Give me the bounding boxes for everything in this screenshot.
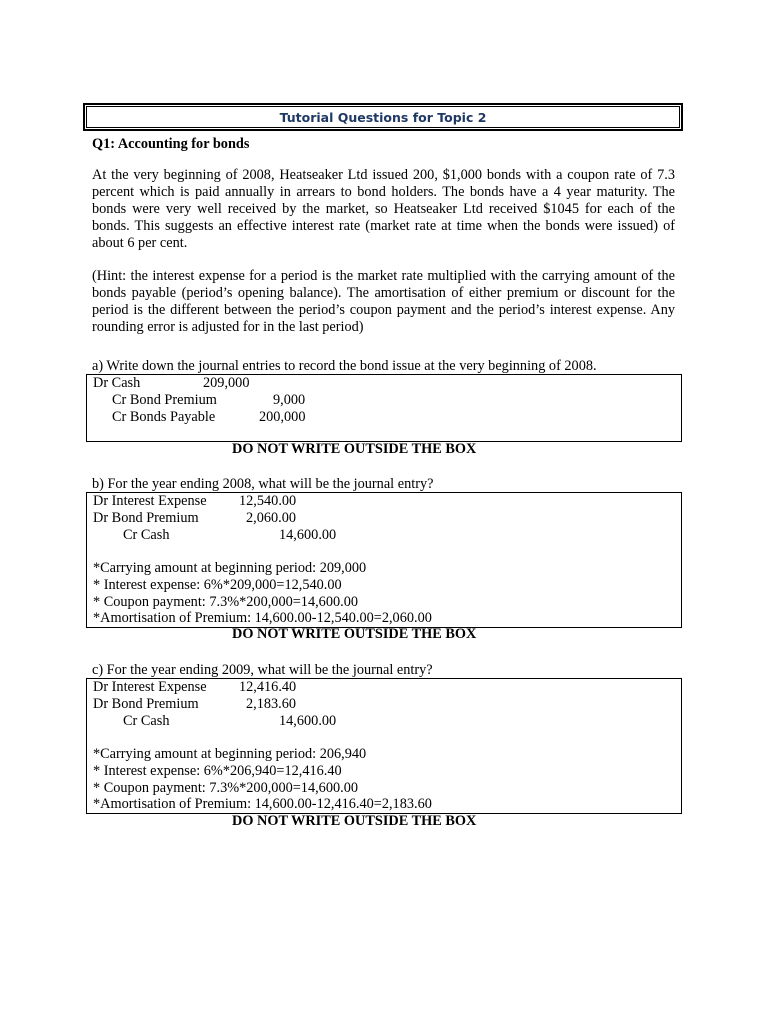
debit-amount: 2,060.00 (246, 510, 297, 526)
debit-amount: 12,540.00 (239, 493, 297, 509)
account-name: Dr Bond Premium (93, 696, 199, 712)
part-b-answer-box[interactable]: Dr Interest Expense 12,540.00 Dr Bond Premium 2,060.00 Cr Cash 14,600.00 *Carrying amount at beginning period: 209,000 * Interest expense: 6%*209,000=12,540.00 * Coupon payment: 7.3%*200,000=14,600.00 *Amortisation of Premium: 14,600.00-12,540.00=2,060.00 (86, 492, 682, 628)
part-a-answer-box[interactable] (86, 374, 682, 442)
box-warning: DO NOT WRITE OUTSIDE THE BOX (232, 441, 477, 457)
account-name: Cr Bond Premium (112, 392, 217, 408)
account-name: Cr Bonds Payable (112, 409, 216, 425)
box-warning: DO NOT WRITE OUTSIDE THE BOX (232, 626, 477, 642)
credit-amount: 9,000 (273, 392, 306, 408)
hint-paragraph: (Hint: the interest expense for a period is the market rate multiplied with the carrying amount of the bonds payable (period’s opening balance). The amortisation of either premium or discount for the period is the different between the period’s coupon payment and the period’s interest expense. Any rounding error is adjusted for in the last period) (92, 268, 675, 335)
credit-amount: 14,600.00 (279, 527, 337, 543)
account-name: Dr Bond Premium (93, 510, 199, 526)
debit-amount: 2,183.60 (246, 696, 297, 712)
box-warning: DO NOT WRITE OUTSIDE THE BOX (232, 813, 477, 829)
account-name: Dr Interest Expense (93, 679, 207, 695)
part-c-answer-box[interactable]: Dr Interest Expense 12,416.40 Dr Bond Premium 2,183.60 Cr Cash 14,600.00 *Carrying amount at beginning period: 206,940 * Interest expense: 6%*206,940=12,416.40 * Coupon payment: 7.3%*200,000=14,600.00 *Amortisation of Premium: 14,600.00-12,416.40=2,183.60 (86, 678, 682, 814)
account-name: Dr Cash (93, 375, 141, 391)
account-name: Cr Cash (123, 713, 170, 729)
part-c-question: c) For the year ending 2009, what will be the journal entry? (92, 662, 433, 678)
debit-amount: 12,416.40 (239, 679, 297, 695)
title-banner (84, 104, 682, 130)
debit-amount: 209,000 (203, 375, 250, 391)
account-name: Dr Interest Expense (93, 493, 207, 509)
page-title: Tutorial Questions for Topic 2 (279, 109, 487, 125)
credit-amount: 14,600.00 (279, 713, 337, 729)
question-paragraph: At the very beginning of 2008, Heatseaker Ltd issued 200, $1,000 bonds with a coupon rate of 7.3 percent which is paid annually in arrears to bond holders. The bonds have a 4 year maturity. The bonds were very well received by the market, so Heatseaker Ltd received $1045 for each of the bonds. This suggests an effective interest rate (market rate at time when the bonds were issued) of about 6 per cent. (92, 167, 675, 251)
part-a-question: a) Write down the journal entries to record the bond issue at the very beginning of 2008. (92, 358, 597, 374)
credit-amount: 200,000 (259, 409, 306, 425)
part-b-question: b) For the year ending 2008, what will be the journal entry? (92, 476, 434, 492)
question-heading: Q1: Accounting for bonds (92, 136, 250, 152)
account-name: Cr Cash (123, 527, 170, 543)
